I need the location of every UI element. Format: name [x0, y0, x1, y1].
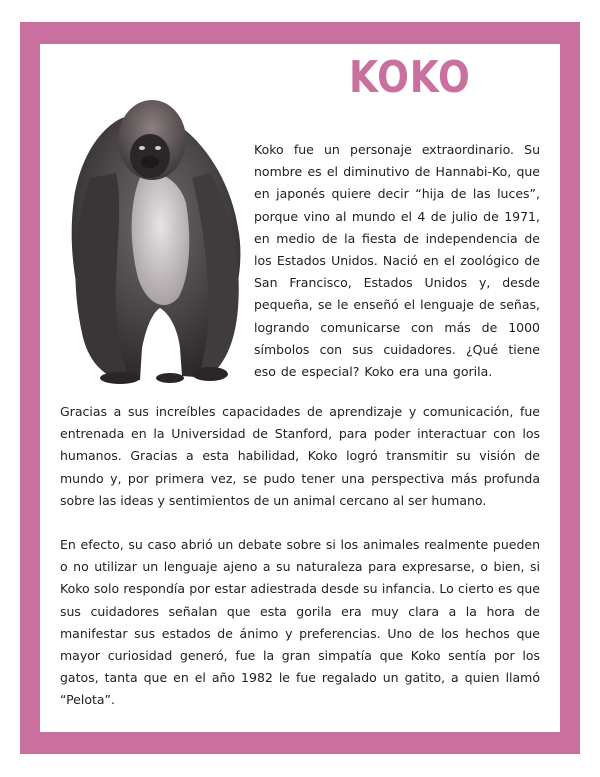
paragraph-debate: En efecto, su caso abrió un debate sobre si los animales realmente pueden o no utilizar un lenguaje ajeno a su naturaleza para expresarse, o bien, si Koko solo respondía por estar adiestrada desde su infancia. Lo cierto es que sus cuidadores señalan que esta gorila era muy clara a la hora de manifestar sus estados de ánimo y preferencias. Uno de los hechos que mayor curiosidad generó, fue la gran simpatía que Koko sentía por los gatos, tanta que en el año 1982 le fue regalado un gatito, a quien llamó “Pelota”. — [60, 537, 540, 708]
paragraph-stanford: Gracias a sus increíbles capacidades de aprendizaje y comunicación, fue entrenada en la Universidad de Stanford, para poder interactuar con los humanos. Gracias a esta habilidad, Koko logró transmitir su visión de mundo y, por primera vez, se pudo tener una perspectiva más profunda sobre las ideas y sentimientos de un animal cercano al ser humano. — [60, 404, 540, 508]
worksheet-page — [40, 44, 560, 732]
gorilla-illustration — [60, 78, 250, 384]
paragraph-intro: Koko fue un personaje extraordinario. Su nombre es el diminutivo de Hannabi-Ko, que en japonés quiere decir “hija de las luces”, porque vino al mundo el 4 de julio de 1971, en medio de la fiesta de independencia de los Estados Unidos. Nació en el zoológico de San Francisco, Estados Unidos y, desde pequeña, se le enseñó el lenguaje de señas, logrando comunicarse con más de 1000 símbolos con sus cuidadores. ¿Qué tiene eso de especial? Koko era una gorila. — [254, 142, 540, 380]
page-title: KOKO — [349, 52, 471, 103]
